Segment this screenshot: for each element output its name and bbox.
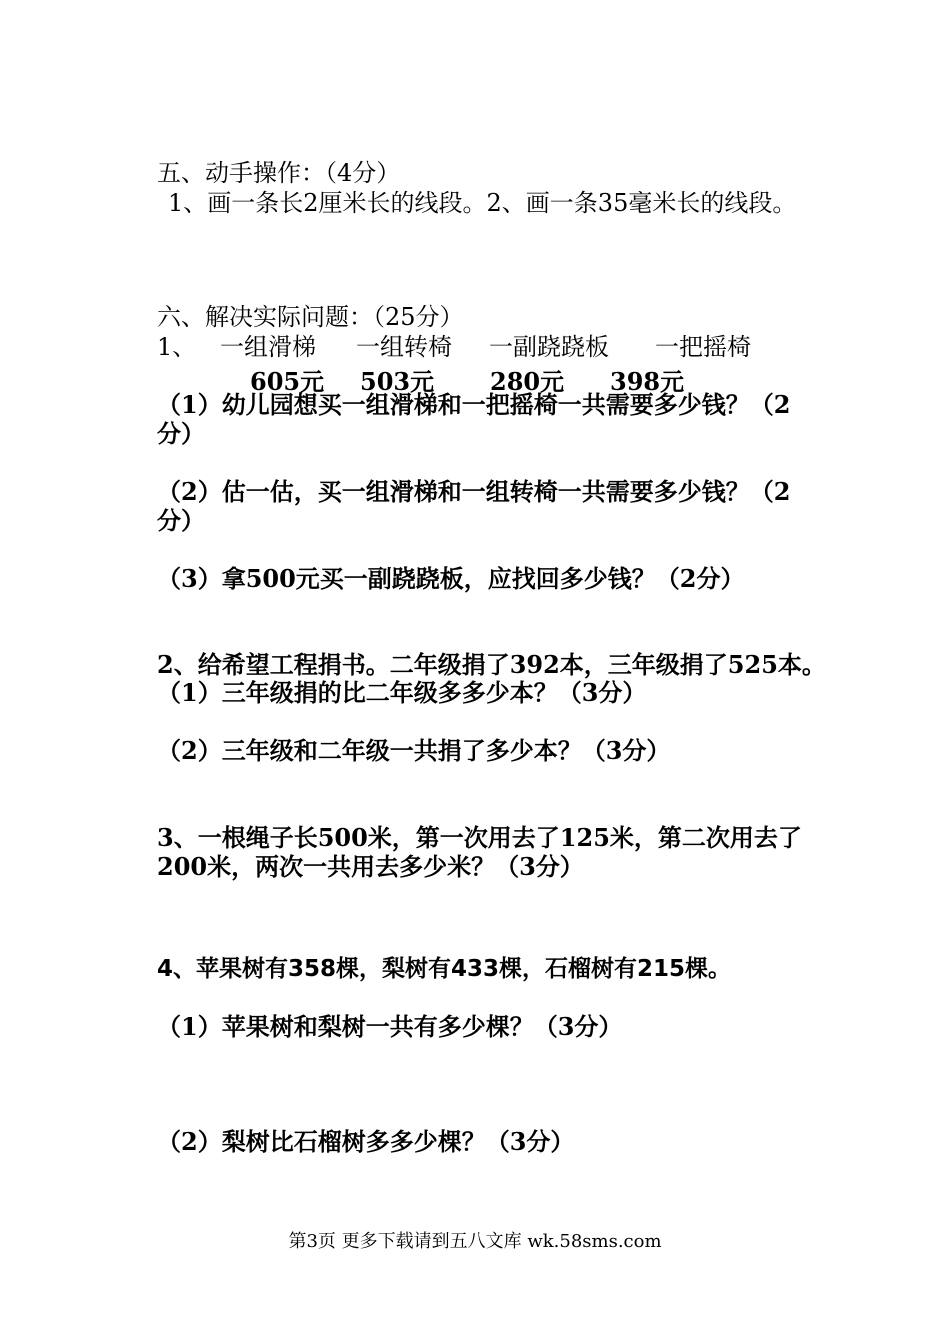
- q2-sub2: （2）三年级和二年级一共捐了多少本？（3分）: [157, 736, 671, 765]
- q1-sub3: （3）拿500元买一副跷跷板，应找回多少钱？（2分）: [157, 564, 745, 593]
- item-price-slide: 605元: [250, 367, 325, 396]
- item-price-swivel: 503元: [360, 367, 435, 396]
- q1-sub1-line2: 分）: [157, 419, 205, 448]
- item-price-seesaw: 280元: [490, 367, 565, 396]
- section5-tasks: 1、画一条长2厘米长的线段。2、画一条35毫米长的线段。: [168, 189, 797, 217]
- q3-line1: 3、一根绳子长500米，第一次用去了125米，第二次用去了: [157, 823, 802, 852]
- item-price-rocking-chair: 398元: [610, 367, 685, 396]
- q2-sub1: （1）三年级捐的比二年级多多少本？（3分）: [157, 678, 647, 707]
- item-name-seesaw: 一副跷跷板: [489, 333, 609, 361]
- section6-heading: 六、解决实际问题：（25分）: [157, 303, 464, 331]
- item-name-slide: 一组滑梯: [220, 333, 316, 361]
- q4-stem: 4、苹果树有358棵，梨树有433棵，石榴树有215棵。: [157, 956, 732, 982]
- item-name-swivel: 一组转椅: [356, 333, 452, 361]
- q1-sub2-line2: 分）: [157, 506, 205, 535]
- q1-sub1-line1: （1）幼儿园想买一组滑梯和一把摇椅一共需要多少钱？（2: [157, 390, 791, 419]
- item-name-rocking-chair: 一把摇椅: [655, 333, 751, 361]
- q4-sub1: （1）苹果树和梨树一共有多少棵？（3分）: [157, 1012, 623, 1041]
- q4-sub2: （2）梨树比石榴树多多少棵？（3分）: [157, 1127, 575, 1156]
- page-footer: 第3页 更多下载请到五八文库 wk.58sms.com: [288, 1231, 662, 1252]
- q2-stem: 2、给希望工程捐书。二年级捐了392本，三年级捐了525本。: [157, 650, 826, 679]
- q1-sub2-line1: （2）估一估，买一组滑梯和一组转椅一共需要多少钱？（2: [157, 477, 791, 506]
- section5-heading: 五、动手操作：（4分）: [157, 159, 401, 187]
- q1-number: 1、: [157, 333, 197, 361]
- q3-line2: 200米，两次一共用去多少米？（3分）: [157, 852, 584, 881]
